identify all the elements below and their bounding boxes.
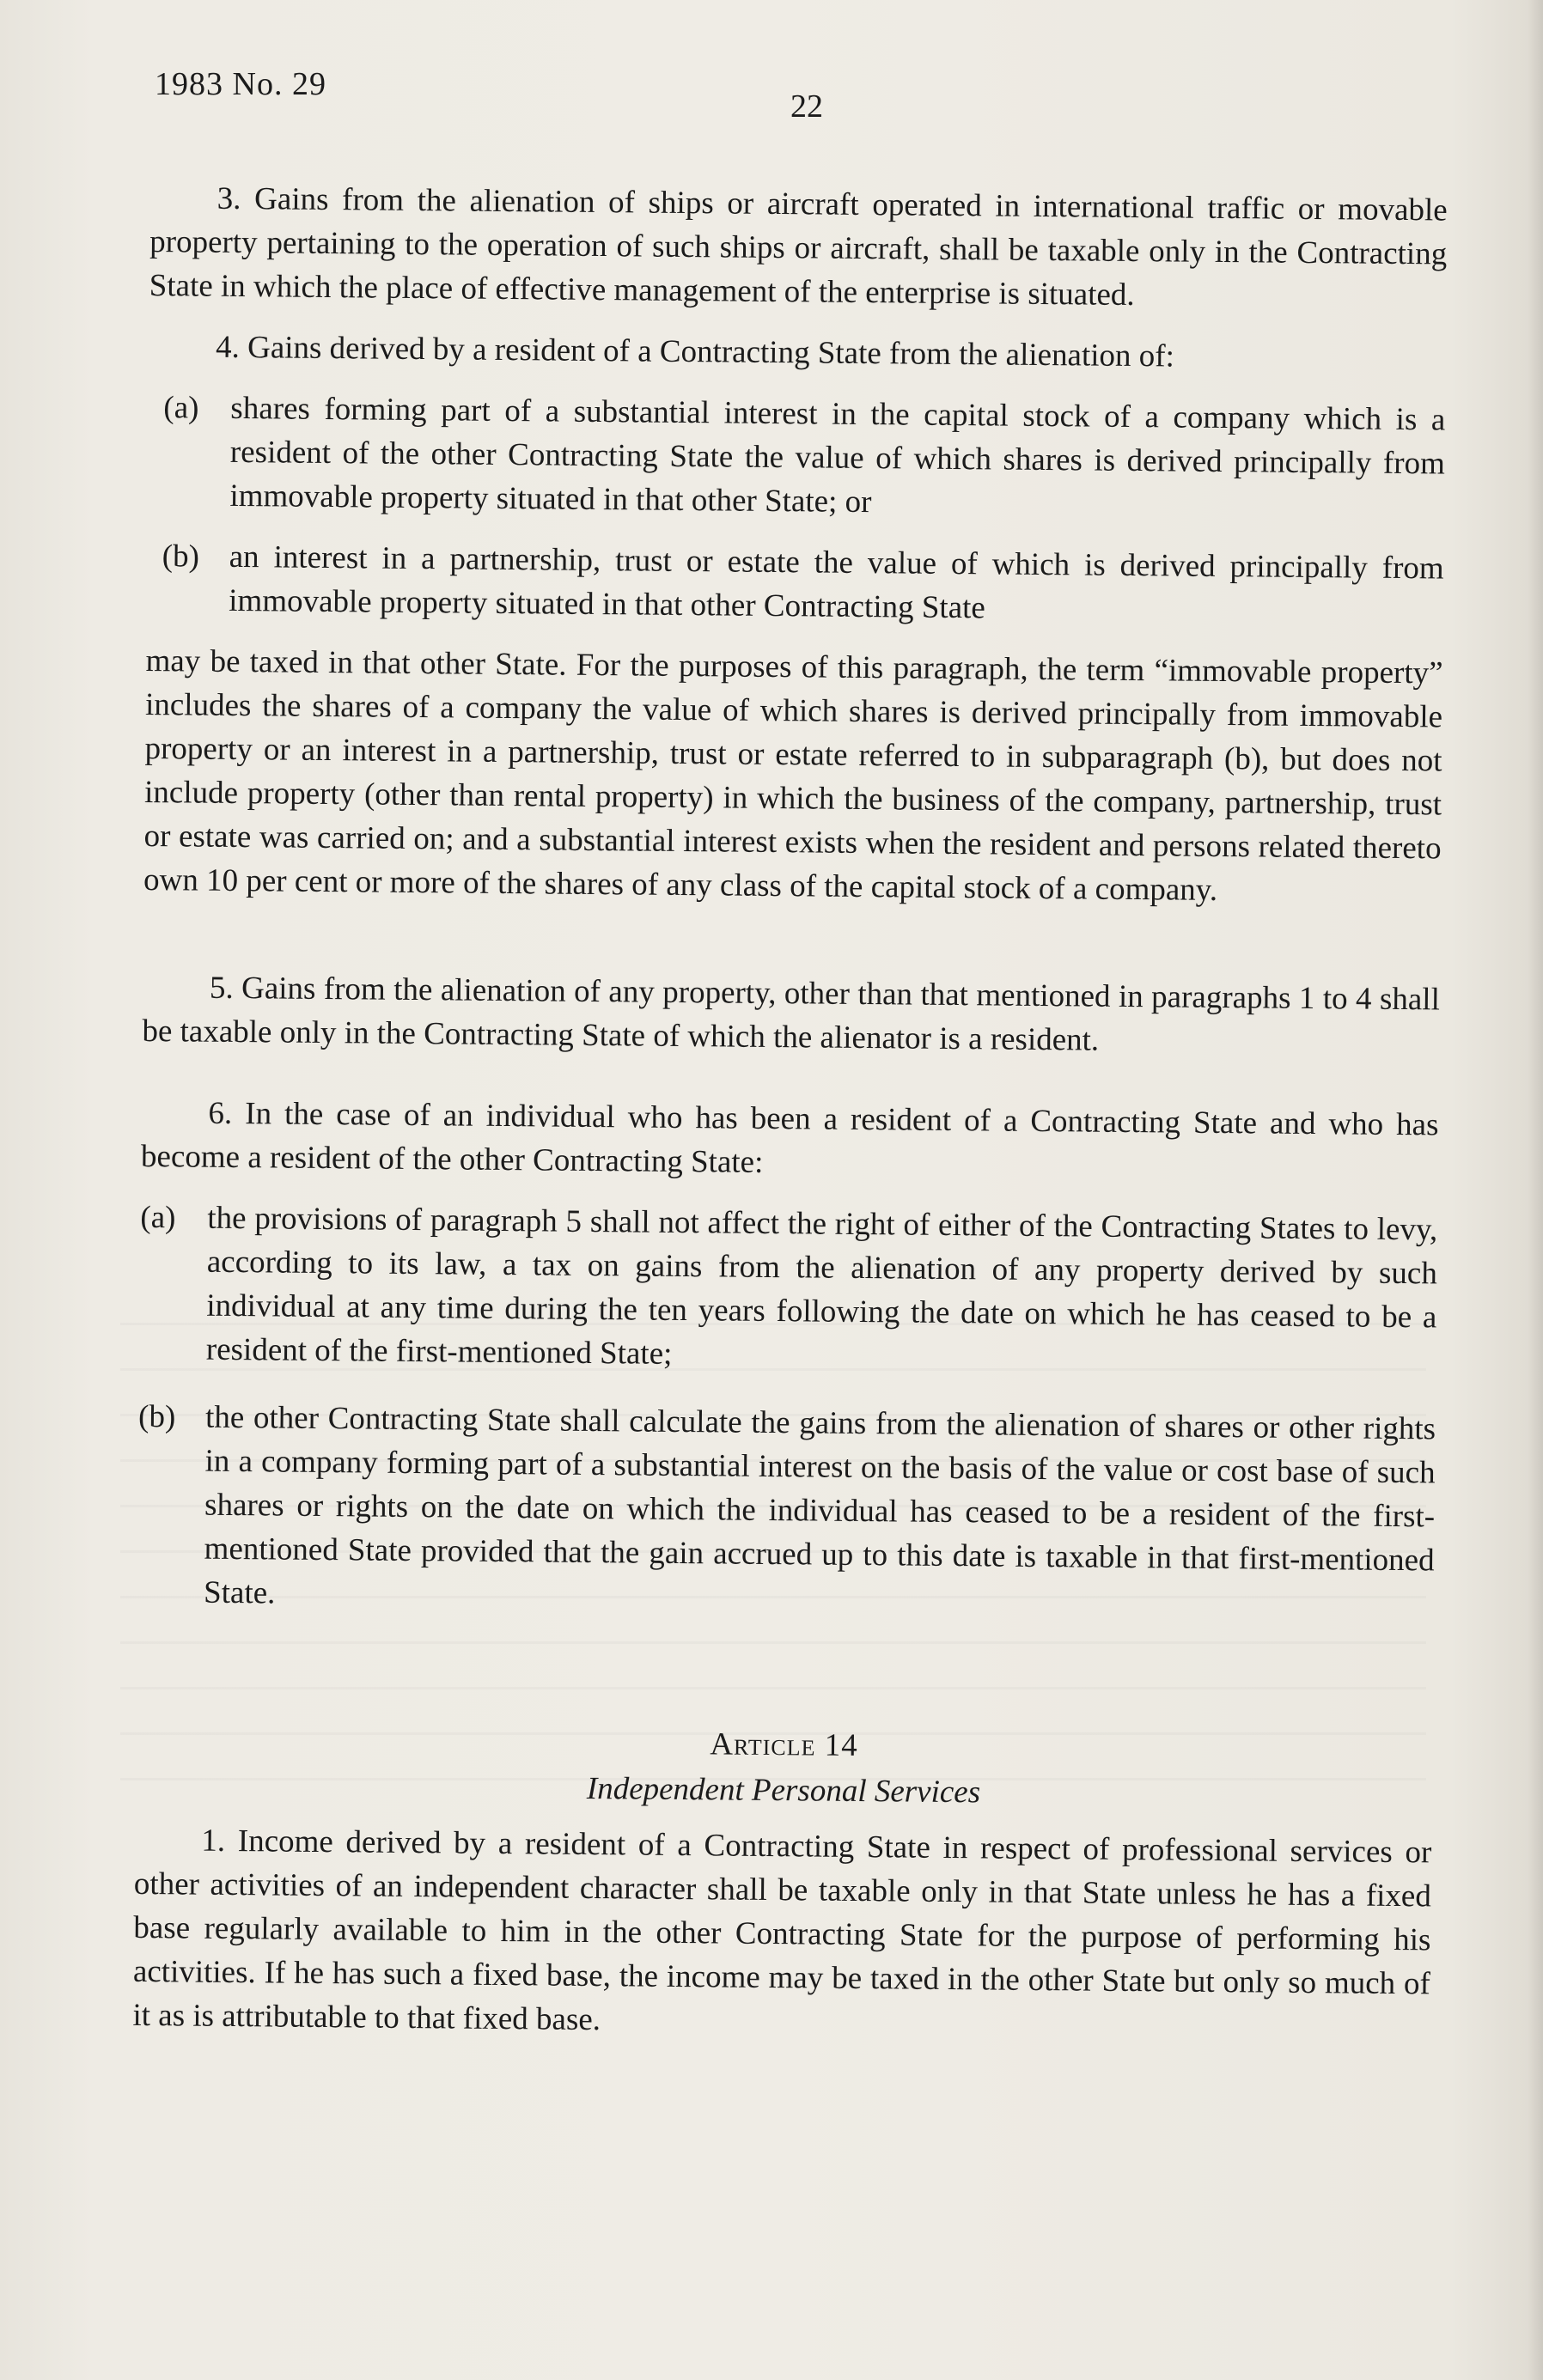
statute-reference: 1983 No. 29: [155, 66, 326, 102]
subparagraph-text: the provisions of paragraph 5 shall not affect the right of either of the Contracting States to levy, according to its law, a tax on gains from the alienation of any property derived by such individual at any time during the ten years following the date on which he has ceased to be a resident of the first-mentioned State;: [205, 1200, 1438, 1372]
paragraph-4-conclusion: may be taxed in that other State. For the purposes of this paragraph, the term “immovable property” includes the shares of a company the value of which shares is derived principally from immovable property or an interest in a partnership, trust or estate referred to in subparagraph (b), but does not include property (other than rental property) in which the business of the company, partnership, trust or estate was carried on; and a substantial interest exists when the resident and persons related thereto own 10 per cent or more of the shares of any class of the capital stock of a company.: [143, 642, 1443, 908]
subparagraph-text: the other Contracting State shall calculate the gains from the alienation of shares or other rights in a company forming part of a substantial interest on the basis of the value or cost base of such shares or rights on the date on which the individual has ceased to be a resident of the first-mentioned State provided that the gain accrued up to this date is taxable in that first-mentioned State.: [203, 1399, 1436, 1611]
subparagraph-4b: [146, 534, 1444, 634]
subparagraph-text: an interest in a partnership, trust or estate the value of which is derived principally from immovable property situated in that other Contracting State: [229, 539, 1444, 626]
paragraph-5: 5. Gains from the alienation of any property, other than that mentioned in paragraphs 1 to 4 shall be taxable only in the Contracting State of which the alienator is a resident.: [142, 970, 1441, 1058]
subparagraph-label: (b): [162, 539, 200, 575]
subparagraph-4a: [147, 386, 1445, 529]
paragraph-6-intro: 6. In the case of an individual who has been a resident of a Contracting State and who has become a resident of the other Contracting State:: [140, 1095, 1439, 1180]
subparagraph-6a: [139, 1196, 1438, 1383]
subparagraph-label: (b): [137, 1398, 176, 1435]
article-14-paragraph-1: 1. Income derived by a resident of a Contracting State in respect of professional services or other activities of an independent character shall be taxable only in that State unless he has a fixed base regularly available to him in the other Contracting State for the purpose of performing his activities. If he has such a fixed base, the income may be taxed in the other State but only so much of it as is attributable to that fixed base.: [132, 1823, 1432, 2038]
subparagraph-6b: [137, 1395, 1436, 1626]
page-header: [155, 65, 1406, 125]
paragraph-3: 3. Gains from the alienation of ships or aircraft operated in international traffic or movable property pertaining to the operation of such ships or aircraft, shall be taxable only in the Contracting State in which the place of effective management of the enterprise is situated.: [149, 180, 1448, 313]
page-number: 22: [790, 88, 823, 125]
subparagraph-text: shares forming part of a substantial interest in the capital stock of a company which is a resident of the other Contracting State the value of which shares is derived principally from immovable property situated in that other State; or: [229, 390, 1446, 520]
page-edge-shadow: [1528, 0, 1543, 2380]
subparagraph-label: (a): [163, 390, 199, 426]
article-heading: Article 14: [710, 1726, 858, 1763]
subparagraph-label: (a): [140, 1199, 176, 1236]
article-subheading: Independent Personal Services: [586, 1770, 981, 1811]
page-body: [132, 176, 1448, 2067]
paragraph-4-intro: 4. Gains derived by a resident of a Contracting State from the alienation of:: [215, 329, 1175, 374]
